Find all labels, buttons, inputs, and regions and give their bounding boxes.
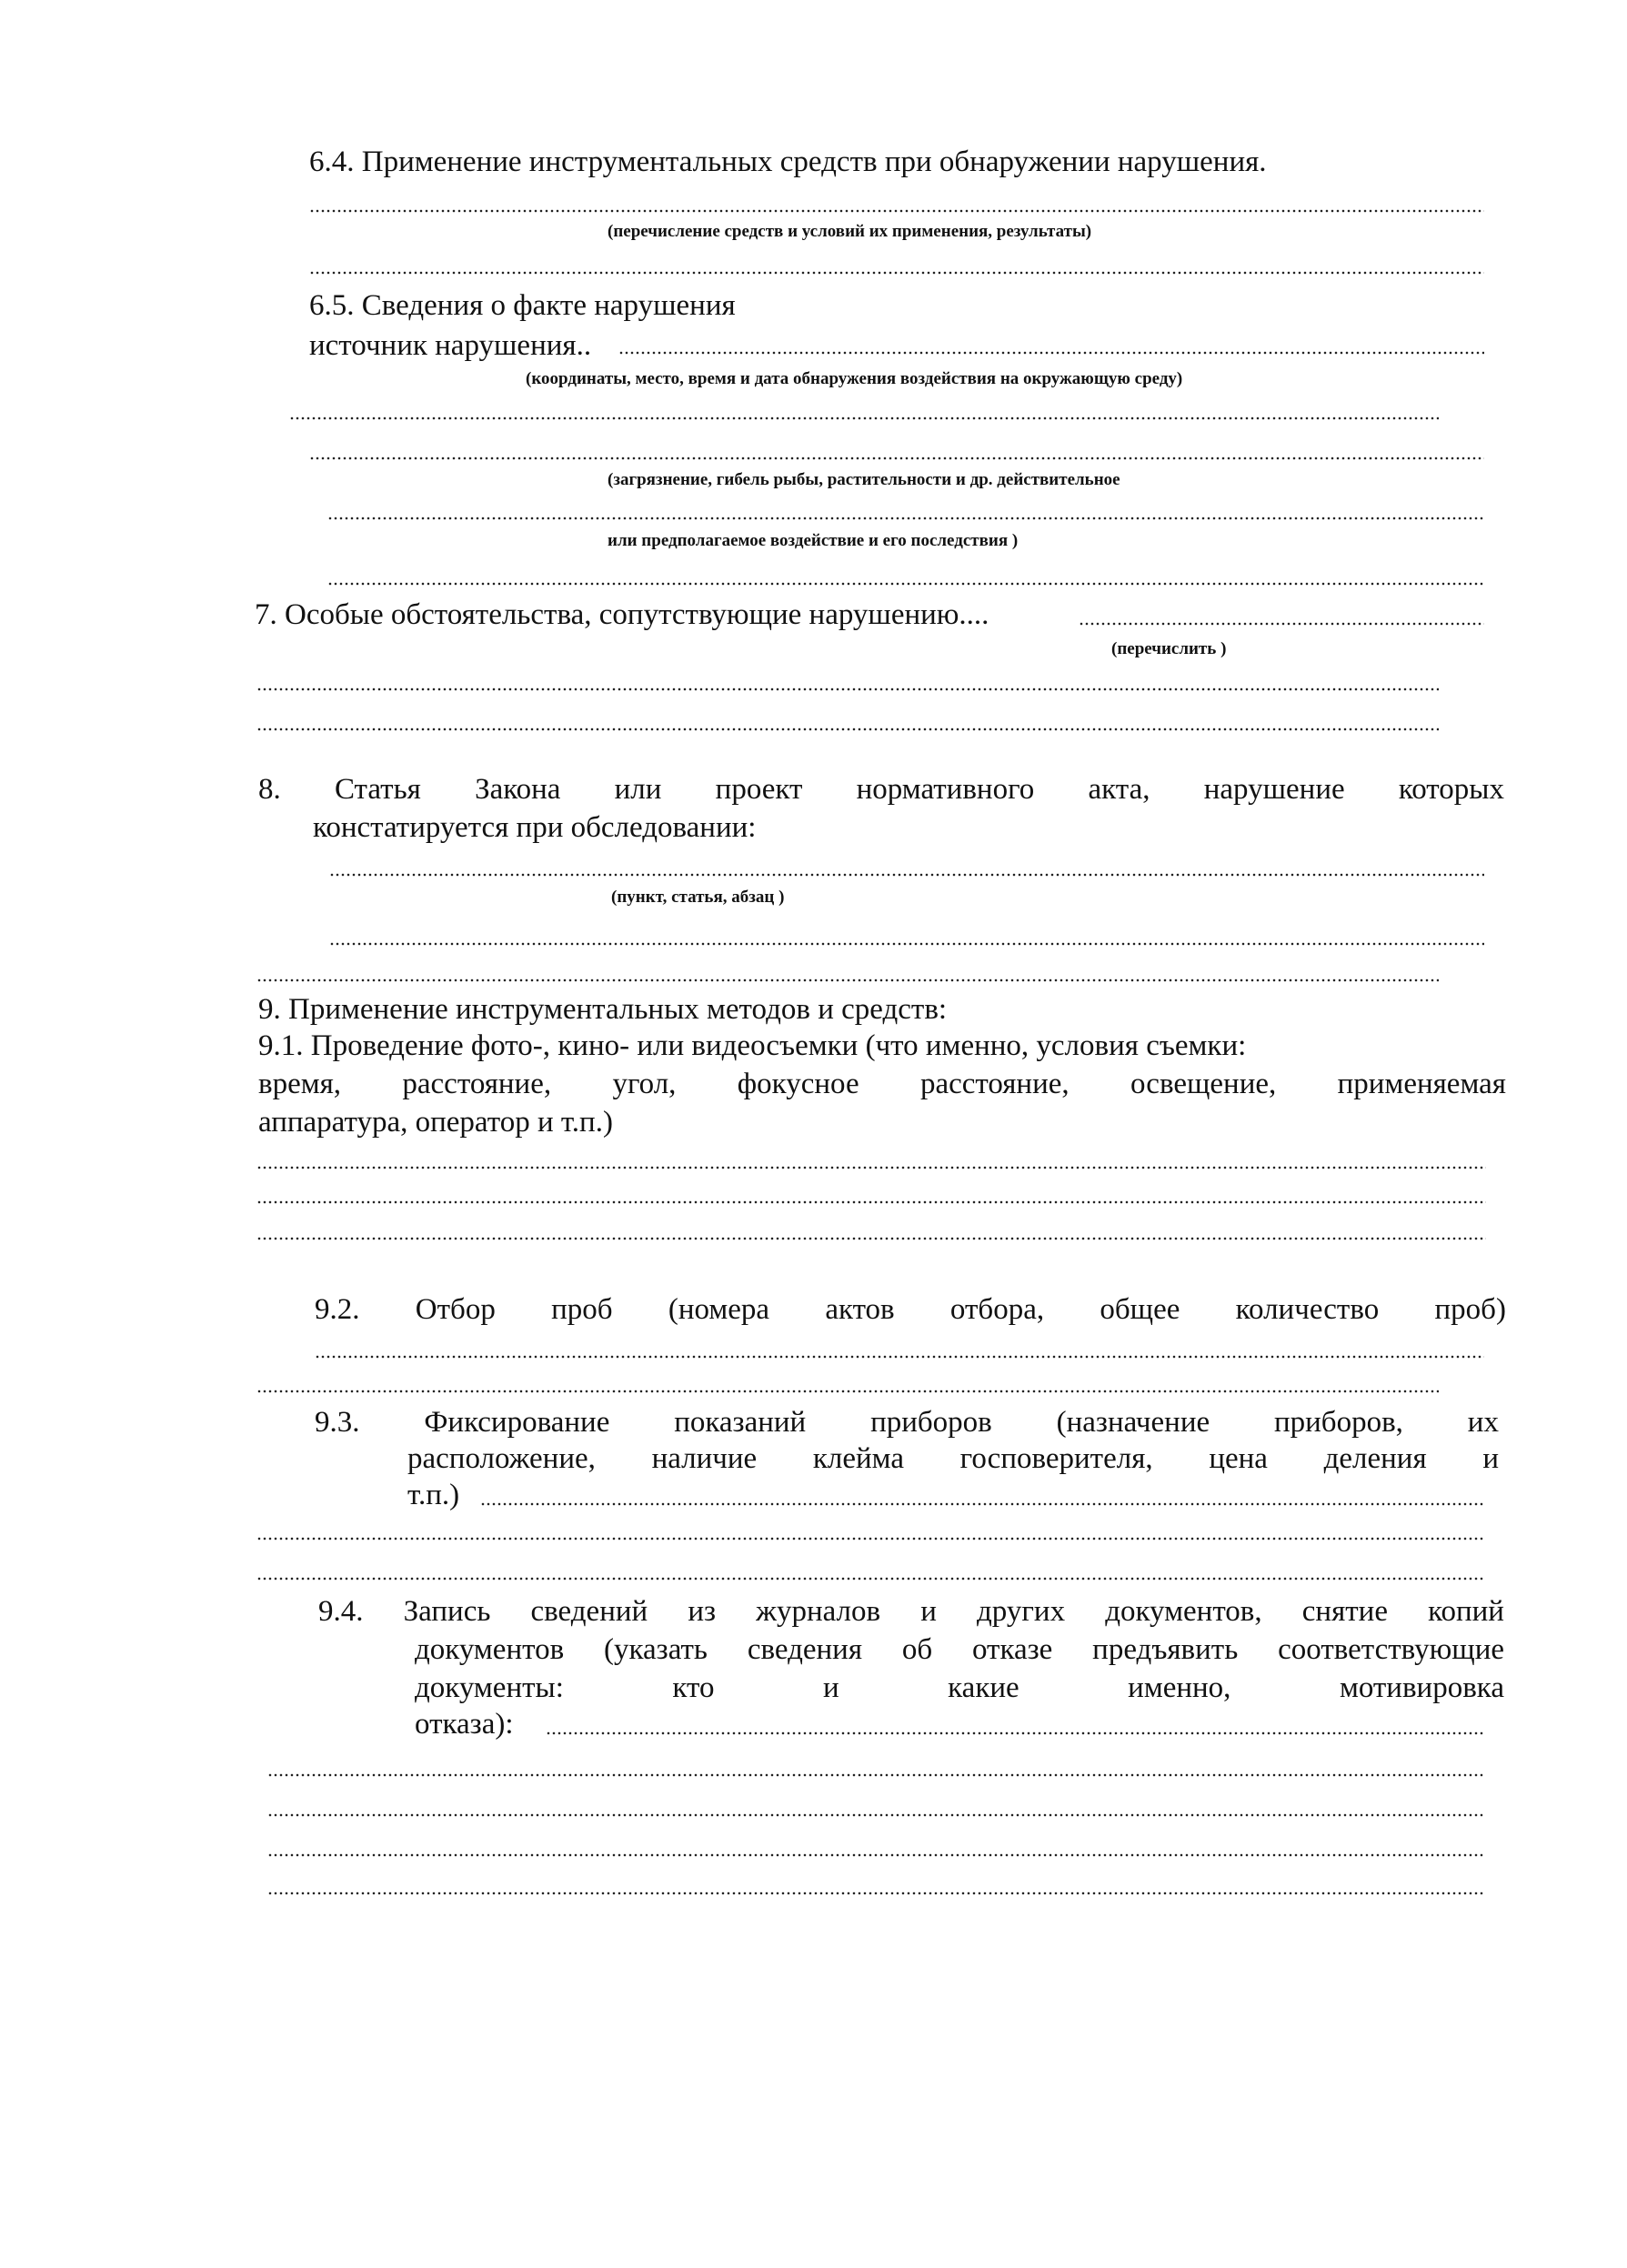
word: (указать [604, 1633, 708, 1666]
section-9-3-line-1 [315, 1404, 1499, 1440]
word: и [920, 1595, 937, 1628]
fill-line [480, 1502, 1484, 1506]
word: 9.2. [315, 1293, 360, 1326]
fill-line [267, 1813, 1484, 1817]
section-8-caption: (пункт, статья, абзац ) [611, 888, 785, 907]
word: расположение, [407, 1442, 596, 1475]
section-9-3-line-3: т.п.) [407, 1479, 460, 1511]
fill-line [256, 1537, 1484, 1540]
section-7-title: 7. Особые обстоятельства, сопутствующие нарушению.... [255, 598, 989, 631]
word: сведений [530, 1595, 648, 1628]
word: акта, [1088, 773, 1150, 806]
word: количество [1235, 1293, 1380, 1326]
fill-line [256, 1390, 1439, 1393]
fill-line [327, 582, 1484, 586]
section-6-4-caption: (перечисление средств и условий их применения, результаты) [608, 222, 1092, 241]
fill-line [618, 351, 1484, 355]
word: мотивировка [1339, 1671, 1504, 1704]
word: Запись [403, 1595, 491, 1628]
word: Статья [334, 773, 421, 806]
section-6-5-caption-2: (загрязнение, гибель рыбы, растительности и др. действительное [608, 470, 1120, 489]
word: приборов, [1273, 1406, 1403, 1439]
fill-line [309, 271, 1484, 275]
word: нарушение [1203, 773, 1345, 806]
word: отказе [971, 1633, 1053, 1666]
fill-line [289, 416, 1439, 420]
word: освещение, [1130, 1068, 1277, 1100]
fill-line [309, 457, 1484, 460]
section-9-1-line-2 [258, 1066, 1506, 1102]
word: Закона [475, 773, 561, 806]
word: документов, [1105, 1595, 1262, 1628]
word: и [822, 1671, 839, 1704]
word: предъявить [1092, 1633, 1239, 1666]
word: клейма [812, 1442, 904, 1475]
word: расстояние, [919, 1068, 1070, 1100]
fill-line [267, 1853, 1484, 1857]
word: документы: [415, 1671, 564, 1704]
word: нормативного [856, 773, 1035, 806]
word: снятие [1301, 1595, 1388, 1628]
fill-line [256, 687, 1439, 691]
section-9-3-line-2 [407, 1440, 1499, 1477]
fill-line [327, 517, 1484, 520]
section-9-4-line-4: отказа): [415, 1708, 514, 1741]
fill-line [256, 728, 1439, 731]
fill-line [546, 1731, 1484, 1735]
word: общее [1100, 1293, 1180, 1326]
word: кто [672, 1671, 715, 1704]
word: госповерителя, [959, 1442, 1153, 1475]
section-9-title: 9. Применение инструментальных методов и средств: [258, 993, 948, 1026]
word: и [1482, 1442, 1499, 1475]
fill-line [267, 1773, 1484, 1777]
word: копий [1428, 1595, 1504, 1628]
section-6-5-source-label: источник нарушения.. [309, 329, 592, 362]
section-6-5-title: 6.5. Сведения о факте нарушения [309, 289, 736, 322]
word: документов [415, 1633, 565, 1666]
fill-line [267, 1892, 1484, 1895]
section-9-1-line-3: аппаратура, оператор и т.п.) [258, 1106, 613, 1139]
fill-line [329, 873, 1484, 877]
word: проб) [1434, 1293, 1506, 1326]
section-9-4-line-1 [318, 1593, 1504, 1630]
section-9-4-line-2 [415, 1631, 1504, 1668]
word: расстояние, [402, 1068, 552, 1100]
section-9-1-line-1: 9.1. Проведение фото-, кино- или видеосъемки (что именно, условия съемки: [258, 1029, 1247, 1062]
fill-line [1079, 622, 1484, 626]
section-9-4-line-3 [415, 1670, 1504, 1706]
word: именно, [1128, 1671, 1231, 1704]
word: проб [551, 1293, 613, 1326]
word: проект [715, 773, 803, 806]
section-6-5-caption-1: (координаты, место, время и дата обнаружения воздействия на окружающую среду) [526, 369, 1183, 388]
word: Отбор [415, 1293, 496, 1326]
word: 9.4. [318, 1595, 364, 1628]
word: или [614, 773, 662, 806]
fill-line [329, 942, 1484, 946]
word: показаний [674, 1406, 807, 1439]
word: журналов [756, 1595, 881, 1628]
word: отбора, [949, 1293, 1045, 1326]
word: других [977, 1595, 1066, 1628]
word: цена [1209, 1442, 1268, 1475]
fill-line [309, 209, 1484, 213]
fill-line [315, 1355, 1484, 1359]
word: угол, [612, 1068, 677, 1100]
word: из [688, 1595, 717, 1628]
word: (назначение [1056, 1406, 1210, 1439]
section-6-5-caption-3: или предполагаемое воздействие и его последствия ) [608, 531, 1019, 550]
word: сведения [747, 1633, 863, 1666]
section-6-4-title: 6.4. Применение инструментальных средств при обнаружении нарушения. [309, 146, 1267, 178]
section-8-line-2: констатируется при обследовании: [313, 811, 757, 844]
word: актов [825, 1293, 895, 1326]
fill-line [256, 1166, 1486, 1169]
word: их [1467, 1406, 1499, 1439]
word: деления [1323, 1442, 1427, 1475]
fill-line [256, 1200, 1486, 1204]
word: фокусное [737, 1068, 859, 1100]
word: 9.3. [315, 1406, 360, 1439]
fill-line [256, 1577, 1484, 1581]
section-9-2-line-1 [315, 1291, 1506, 1328]
word: соответствующие [1278, 1633, 1504, 1666]
fill-line [256, 978, 1439, 982]
word: время, [258, 1068, 342, 1100]
section-8-line-1 [258, 771, 1504, 808]
word: приборов [870, 1406, 992, 1439]
fill-line [256, 1237, 1486, 1240]
word: применяемая [1337, 1068, 1506, 1100]
word: (номера [668, 1293, 770, 1326]
word: наличие [651, 1442, 758, 1475]
section-7-caption: (перечислить ) [1111, 639, 1227, 658]
word: Фиксирование [424, 1406, 610, 1439]
word: какие [948, 1671, 1019, 1704]
word: об [901, 1633, 933, 1666]
word: которых [1398, 773, 1504, 806]
word: 8. [258, 773, 281, 806]
